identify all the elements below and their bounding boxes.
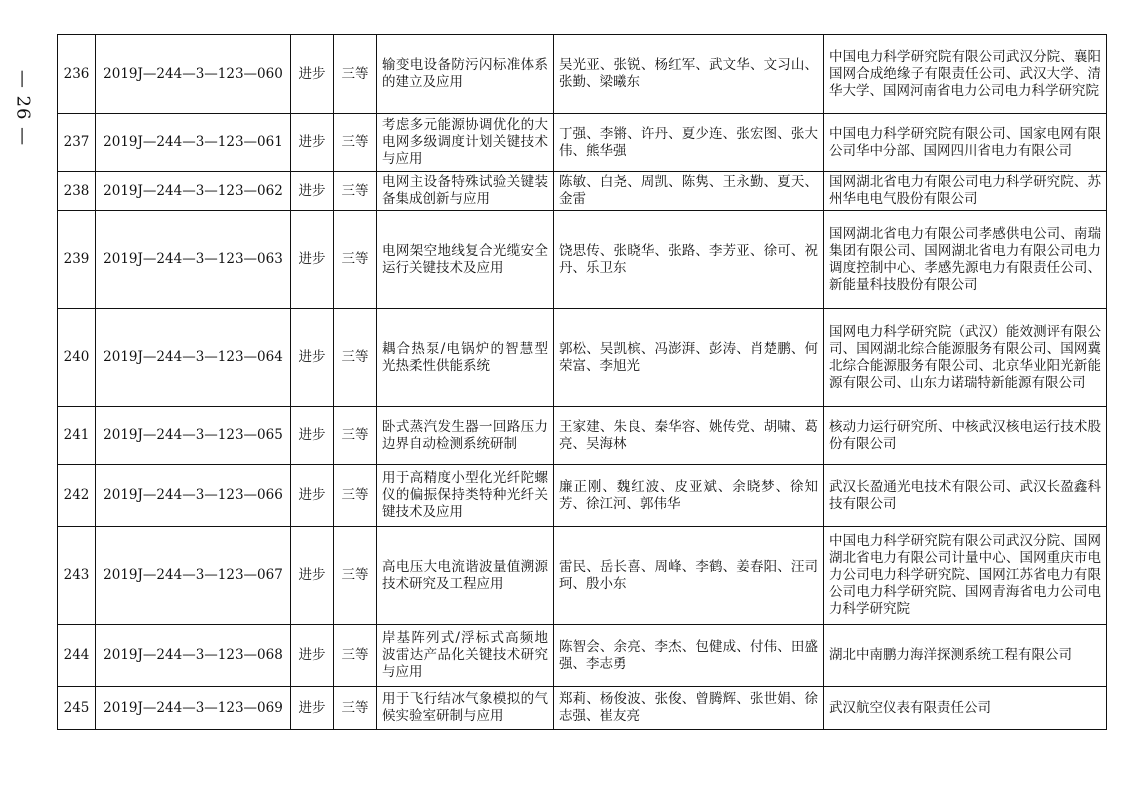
award-category: 进步 bbox=[291, 309, 334, 407]
award-table bbox=[57, 34, 1107, 730]
completion-units: 国网电力科学研究院（武汉）能效测评有限公司、国网湖北综合能源服务有限公司、国网冀北综合能源服务有限公司、北京华业阳光新能源有限公司、山东力诺瑞特新能源有限公司 bbox=[824, 309, 1107, 407]
award-category: 进步 bbox=[291, 172, 334, 211]
table-row bbox=[58, 527, 1107, 625]
row-number: 241 bbox=[58, 407, 96, 465]
table-row bbox=[58, 35, 1107, 114]
award-category: 进步 bbox=[291, 687, 334, 730]
page-number bbox=[8, 48, 38, 168]
award-grade: 三等 bbox=[334, 211, 377, 309]
award-grade: 三等 bbox=[334, 114, 377, 172]
project-name: 高电压大电流谐波量值溯源技术研究及工程应用 bbox=[377, 527, 554, 625]
award-grade: 三等 bbox=[334, 309, 377, 407]
project-name: 用于飞行结冰气象模拟的气候实验室研制与应用 bbox=[377, 687, 554, 730]
page-number-text: — 26 — bbox=[12, 69, 34, 147]
contributors: 陈敏、白尧、周凯、陈隽、王永勤、夏天、金雷 bbox=[554, 172, 824, 211]
completion-units: 武汉长盈通光电技术有限公司、武汉长盈鑫科技有限公司 bbox=[824, 465, 1107, 527]
table-row bbox=[58, 465, 1107, 527]
project-name: 耦合热泵/电锅炉的智慧型光热柔性供能系统 bbox=[377, 309, 554, 407]
row-number: 237 bbox=[58, 114, 96, 172]
contributors: 郭松、吴凯槟、冯澎湃、彭涛、肖楚鹏、何荣富、李旭光 bbox=[554, 309, 824, 407]
project-code: 2019J—244—3—123—068 bbox=[96, 625, 291, 687]
award-grade: 三等 bbox=[334, 407, 377, 465]
award-table-body bbox=[58, 35, 1107, 730]
award-grade: 三等 bbox=[334, 687, 377, 730]
project-name: 用于高精度小型化光纤陀螺仪的偏振保持类特种光纤关键技术及应用 bbox=[377, 465, 554, 527]
award-category: 进步 bbox=[291, 527, 334, 625]
award-grade: 三等 bbox=[334, 625, 377, 687]
row-number: 242 bbox=[58, 465, 96, 527]
project-name: 岸基阵列式/浮标式高频地波雷达产品化关键技术研究与应用 bbox=[377, 625, 554, 687]
table-row bbox=[58, 625, 1107, 687]
table-row bbox=[58, 211, 1107, 309]
completion-units: 中国电力科学研究院有限公司武汉分院、襄阳国网合成绝缘子有限责任公司、武汉大学、清华大学、国网河南省电力公司电力科学研究院 bbox=[824, 35, 1107, 114]
row-number: 245 bbox=[58, 687, 96, 730]
completion-units: 中国电力科学研究院有限公司、国家电网有限公司华中分部、国网四川省电力有限公司 bbox=[824, 114, 1107, 172]
row-number: 238 bbox=[58, 172, 96, 211]
project-code: 2019J—244—3—123—060 bbox=[96, 35, 291, 114]
award-category: 进步 bbox=[291, 35, 334, 114]
award-grade: 三等 bbox=[334, 172, 377, 211]
completion-units: 国网湖北省电力有限公司孝感供电公司、南瑞集团有限公司、国网湖北省电力有限公司电力调度控制中心、孝感先源电力有限责任公司、新能量科技股份有限公司 bbox=[824, 211, 1107, 309]
award-grade: 三等 bbox=[334, 465, 377, 527]
award-category: 进步 bbox=[291, 465, 334, 527]
project-name: 电网架空地线复合光缆安全运行关键技术及应用 bbox=[377, 211, 554, 309]
row-number: 239 bbox=[58, 211, 96, 309]
project-code: 2019J—244—3—123—063 bbox=[96, 211, 291, 309]
row-number: 244 bbox=[58, 625, 96, 687]
completion-units: 核动力运行研究所、中核武汉核电运行技术股份有限公司 bbox=[824, 407, 1107, 465]
project-code: 2019J—244—3—123—064 bbox=[96, 309, 291, 407]
project-code: 2019J—244—3—123—066 bbox=[96, 465, 291, 527]
award-grade: 三等 bbox=[334, 35, 377, 114]
award-category: 进步 bbox=[291, 114, 334, 172]
contributors: 王家建、朱良、秦华容、姚传党、胡啸、葛亮、吴海林 bbox=[554, 407, 824, 465]
award-category: 进步 bbox=[291, 625, 334, 687]
table-row bbox=[58, 172, 1107, 211]
project-code: 2019J—244—3—123—061 bbox=[96, 114, 291, 172]
completion-units: 国网湖北省电力有限公司电力科学研究院、苏州华电电气股份有限公司 bbox=[824, 172, 1107, 211]
row-number: 240 bbox=[58, 309, 96, 407]
table-row bbox=[58, 114, 1107, 172]
table-row bbox=[58, 309, 1107, 407]
project-code: 2019J—244—3—123—069 bbox=[96, 687, 291, 730]
row-number: 236 bbox=[58, 35, 96, 114]
contributors: 雷民、岳长喜、周峰、李鹤、姜春阳、汪司珂、殷小东 bbox=[554, 527, 824, 625]
completion-units: 湖北中南鹏力海洋探测系统工程有限公司 bbox=[824, 625, 1107, 687]
project-code: 2019J—244—3—123—062 bbox=[96, 172, 291, 211]
award-grade: 三等 bbox=[334, 527, 377, 625]
contributors: 饶思传、张晓华、张路、李芳亚、徐可、祝丹、乐卫东 bbox=[554, 211, 824, 309]
award-category: 进步 bbox=[291, 211, 334, 309]
table-row bbox=[58, 407, 1107, 465]
project-name: 输变电设备防污闪标准体系的建立及应用 bbox=[377, 35, 554, 114]
completion-units: 武汉航空仪表有限责任公司 bbox=[824, 687, 1107, 730]
contributors: 陈智会、余亮、李杰、包健成、付伟、田盛强、李志勇 bbox=[554, 625, 824, 687]
award-category: 进步 bbox=[291, 407, 334, 465]
project-name: 卧式蒸汽发生器一回路压力边界自动检测系统研制 bbox=[377, 407, 554, 465]
project-code: 2019J—244—3—123—067 bbox=[96, 527, 291, 625]
row-number: 243 bbox=[58, 527, 96, 625]
contributors: 廉正刚、魏红波、皮亚斌、余晓梦、徐知芳、徐江河、郭伟华 bbox=[554, 465, 824, 527]
project-name: 电网主设备特殊试验关键装备集成创新与应用 bbox=[377, 172, 554, 211]
table-row bbox=[58, 687, 1107, 730]
completion-units: 中国电力科学研究院有限公司武汉分院、国网湖北省电力有限公司计量中心、国网重庆市电力公司电力科学研究院、国网江苏省电力有限公司电力科学研究院、国网青海省电力公司电力科学研究院 bbox=[824, 527, 1107, 625]
contributors: 吴光亚、张锐、杨红军、武文华、文习山、张勤、梁曦东 bbox=[554, 35, 824, 114]
project-name: 考虑多元能源协调优化的大电网多级调度计划关键技术与应用 bbox=[377, 114, 554, 172]
contributors: 郑莉、杨俊波、张俊、曾腾辉、张世娟、徐志强、崔友亮 bbox=[554, 687, 824, 730]
contributors: 丁强、李锵、许丹、夏少连、张宏图、张大伟、熊华强 bbox=[554, 114, 824, 172]
project-code: 2019J—244—3—123—065 bbox=[96, 407, 291, 465]
